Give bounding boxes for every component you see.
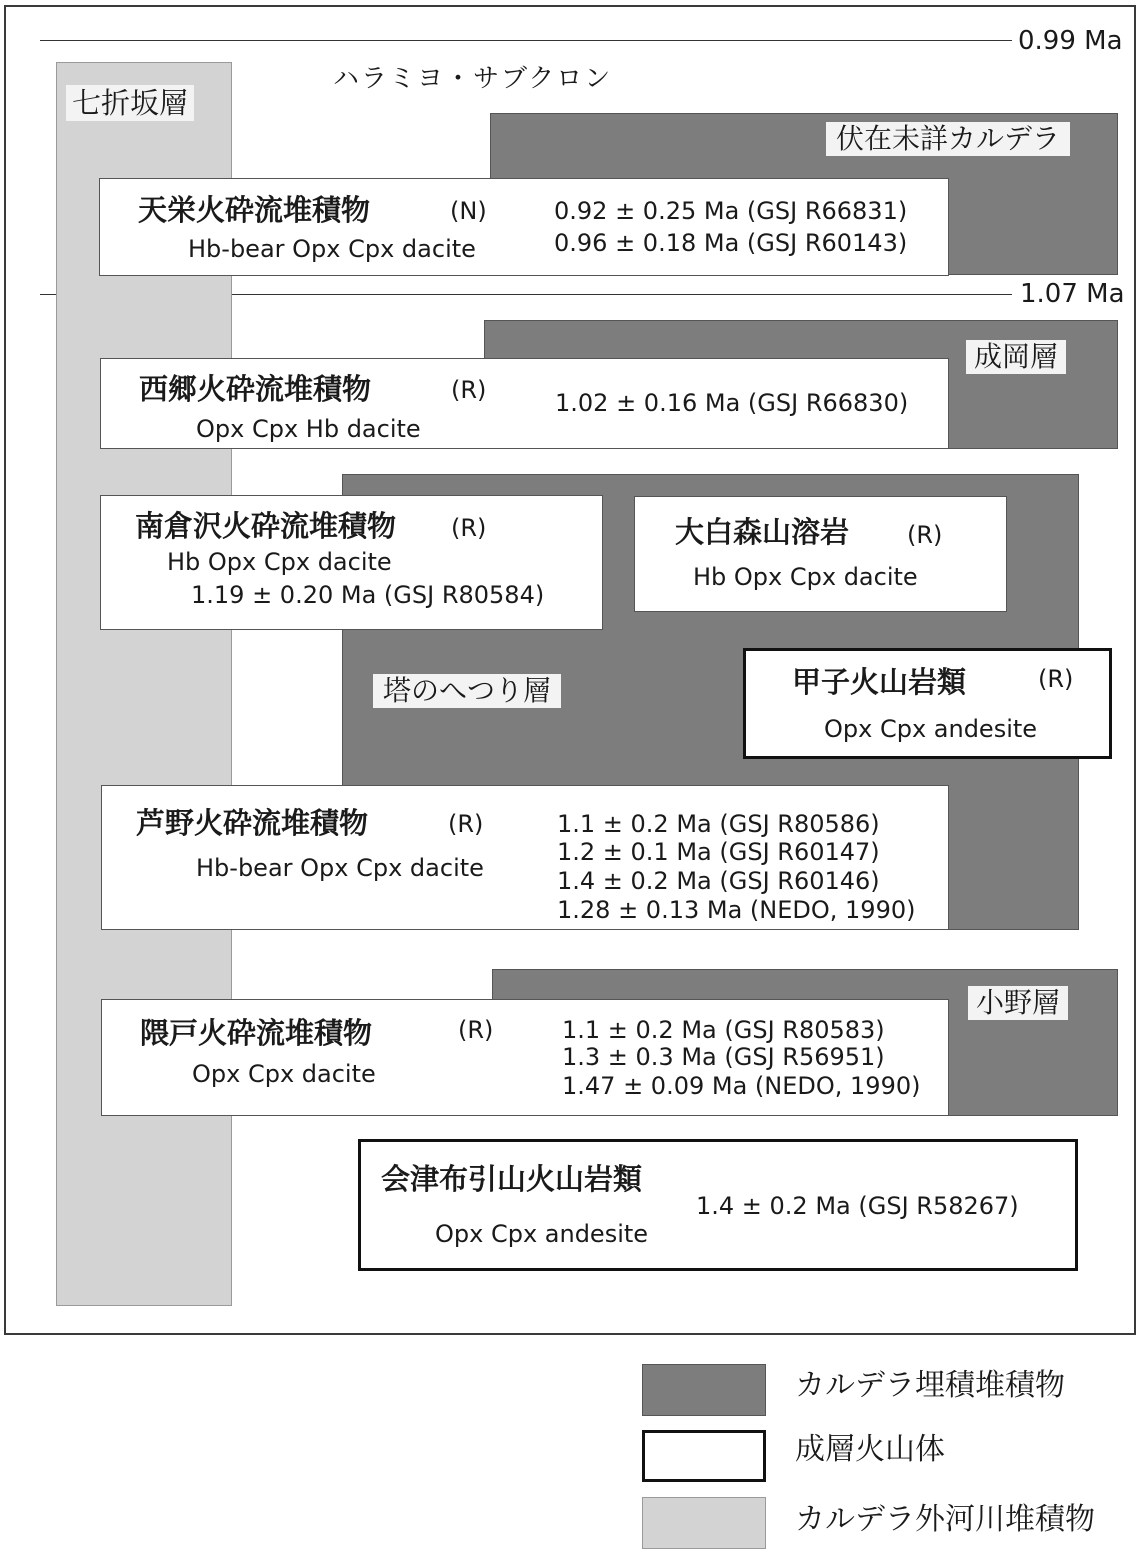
unit-tenei: [99, 178, 949, 276]
unit-name: 会津布引山火山岩類: [381, 1162, 643, 1196]
unit-name: 西郷火砕流堆積物: [139, 372, 372, 406]
label-nanaorizaka: 七折坂層: [66, 85, 194, 121]
unit-age: 0.96 ± 0.18 Ma (GSJ R60143): [554, 229, 908, 257]
time-mark-top: 0.99 Ma: [1018, 26, 1123, 56]
label-naruoka: 成岡層: [966, 340, 1066, 374]
unit-ashino: [101, 785, 949, 930]
legend-label-stratovolcano: 成層火山体: [795, 1432, 945, 1467]
unit-kumado: [101, 999, 949, 1116]
unit-name: 隈戸火砕流堆積物: [140, 1016, 373, 1050]
unit-age: 1.47 ± 0.09 Ma (NEDO, 1990): [562, 1072, 921, 1100]
legend-swatch-caldera-fill: [642, 1364, 766, 1416]
unit-age: 1.1 ± 0.2 Ma (GSJ R80586): [557, 810, 880, 838]
unit-age: 1.28 ± 0.13 Ma (NEDO, 1990): [557, 896, 916, 924]
unit-kashi: [743, 648, 1112, 759]
unit-age: 1.4 ± 0.2 Ma (GSJ R60146): [557, 867, 880, 895]
unit-saigo: [100, 358, 949, 449]
legend-swatch-fluvial: [642, 1497, 766, 1549]
unit-age: 1.02 ± 0.16 Ma (GSJ R66830): [555, 389, 909, 417]
unit-name: 南倉沢火砕流堆積物: [135, 509, 397, 543]
unit-name: 大白森山溶岩: [675, 515, 850, 549]
legend-swatch-stratovolcano: [642, 1430, 766, 1482]
label-ono: 小野層: [968, 986, 1068, 1020]
time-line-top: [40, 40, 1012, 41]
unit-age: 0.92 ± 0.25 Ma (GSJ R66831): [554, 197, 908, 225]
unit-rock: Hb-bear Opx Cpx dacite: [196, 854, 484, 882]
unit-rock: Opx Cpx Hb dacite: [196, 415, 421, 443]
unit-age: 1.4 ± 0.2 Ma (GSJ R58267): [696, 1192, 1019, 1220]
unit-name: 天栄火砕流堆積物: [138, 193, 371, 227]
unit-minamikurasawa: [100, 495, 603, 630]
unit-aizununobiki: [358, 1139, 1078, 1271]
unit-polarity: (R): [451, 376, 487, 404]
unit-polarity: (R): [907, 521, 943, 549]
unit-polarity: (R): [1038, 665, 1074, 693]
unit-polarity: (R): [458, 1016, 494, 1044]
unit-name: 芦野火砕流堆積物: [136, 806, 369, 840]
unit-oshirasawa: [634, 496, 1007, 612]
legend-label-fluvial: カルデラ外河川堆積物: [795, 1502, 1095, 1537]
unit-rock: Hb Opx Cpx dacite: [167, 548, 392, 576]
unit-rock: Hb-bear Opx Cpx dacite: [188, 235, 476, 263]
time-mark-middle: 1.07 Ma: [1020, 279, 1125, 309]
label-tonohetsuri: 塔のへつり層: [373, 674, 561, 708]
unit-age: 1.3 ± 0.3 Ma (GSJ R56951): [562, 1043, 885, 1071]
unit-polarity: (R): [451, 514, 487, 542]
subchron-label: ハラミヨ・サブクロン: [333, 64, 613, 94]
unit-age: 1.19 ± 0.20 Ma (GSJ R80584): [191, 581, 545, 609]
unit-name: 甲子火山岩類: [792, 665, 967, 699]
unit-rock: Opx Cpx andesite: [824, 715, 1038, 743]
unit-polarity: (R): [448, 810, 484, 838]
legend-label-caldera-fill: カルデラ埋積堆積物: [795, 1368, 1065, 1403]
unit-rock: Opx Cpx dacite: [192, 1060, 376, 1088]
label-fukuzai-caldera: 伏在未詳カルデラ: [826, 122, 1070, 156]
unit-polarity: (N): [450, 197, 487, 225]
unit-age: 1.2 ± 0.1 Ma (GSJ R60147): [557, 838, 880, 866]
unit-rock: Hb Opx Cpx dacite: [693, 563, 918, 591]
unit-age: 1.1 ± 0.2 Ma (GSJ R80583): [562, 1016, 885, 1044]
unit-rock: Opx Cpx andesite: [435, 1220, 649, 1248]
